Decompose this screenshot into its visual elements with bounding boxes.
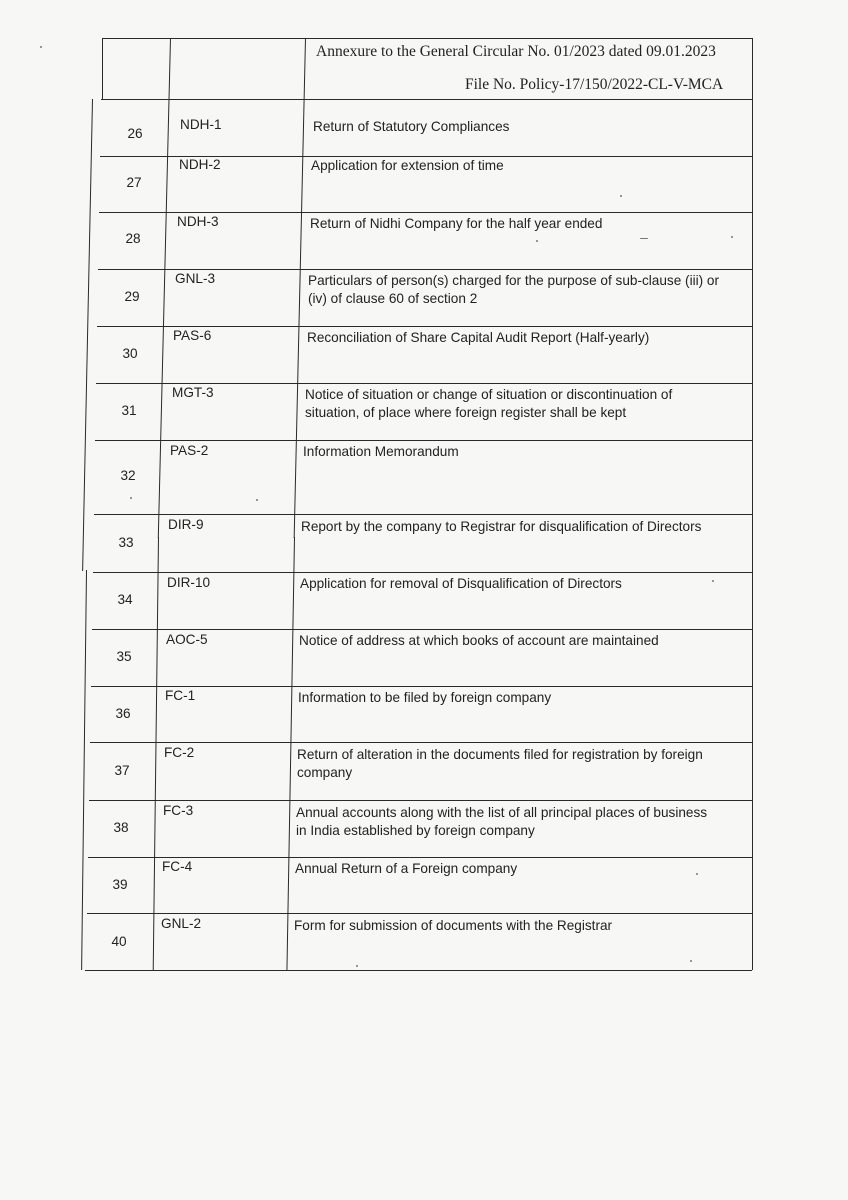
form-description: Reconciliation of Share Capital Audit Report (Half-yearly) bbox=[307, 330, 650, 345]
form-code: AOC-5 bbox=[166, 632, 208, 647]
table-rule bbox=[89, 800, 752, 801]
scan-speck bbox=[640, 238, 648, 239]
serial-number: 26 bbox=[127, 126, 143, 141]
scan-speck bbox=[40, 46, 42, 48]
form-description: Information Memorandum bbox=[303, 444, 459, 459]
scan-speck bbox=[356, 965, 358, 967]
form-code: NDH-2 bbox=[179, 157, 221, 172]
description-line: Annual accounts along with the list of all principal places of business bbox=[296, 805, 708, 820]
table-rule bbox=[96, 383, 752, 384]
table-rule bbox=[92, 629, 752, 630]
form-code: FC-1 bbox=[165, 688, 196, 703]
table-rule bbox=[90, 742, 752, 743]
table-rule bbox=[81, 570, 87, 970]
form-code: PAS-2 bbox=[170, 443, 209, 458]
form-description bbox=[308, 272, 719, 308]
form-description: Information to be filed by foreign company bbox=[298, 690, 552, 705]
table-rule bbox=[85, 970, 752, 971]
description-line: company bbox=[297, 765, 353, 780]
table-rule bbox=[294, 38, 306, 538]
scan-speck bbox=[696, 873, 698, 875]
table-rule bbox=[93, 572, 752, 573]
table-rule bbox=[99, 212, 752, 213]
serial-number: 30 bbox=[122, 346, 138, 361]
form-code: PAS-6 bbox=[173, 328, 212, 343]
table-rule bbox=[94, 514, 752, 515]
serial-number: 39 bbox=[112, 877, 128, 892]
form-description bbox=[297, 746, 703, 782]
table-rule bbox=[752, 38, 753, 970]
scan-speck bbox=[256, 499, 258, 501]
form-description: Application for extension of time bbox=[311, 158, 504, 173]
table-rule bbox=[158, 38, 171, 538]
serial-number: 34 bbox=[117, 592, 133, 607]
form-description: Annual Return of a Foreign company bbox=[295, 861, 518, 876]
form-code: MGT-3 bbox=[172, 385, 214, 400]
table-rule bbox=[95, 440, 752, 441]
form-code: FC-4 bbox=[162, 859, 193, 874]
form-description: Notice of address at which books of account are maintained bbox=[299, 633, 659, 648]
table-rule bbox=[97, 326, 752, 327]
form-description: Return of Nidhi Company for the half year ended bbox=[310, 216, 603, 231]
form-code: NDH-3 bbox=[177, 214, 219, 229]
serial-number: 33 bbox=[118, 535, 134, 550]
form-code: FC-3 bbox=[163, 803, 194, 818]
form-description: Report by the company to Registrar for disqualification of Directors bbox=[301, 519, 702, 534]
scan-speck bbox=[731, 236, 733, 238]
form-code: NDH-1 bbox=[180, 117, 222, 132]
description-line: Notice of situation or change of situation or discontinuation of bbox=[305, 387, 673, 402]
scan-speck bbox=[130, 497, 132, 499]
serial-number: 36 bbox=[115, 706, 131, 721]
description-line: Return of alteration in the documents filed for registration by foreign bbox=[297, 747, 703, 762]
serial-number: 32 bbox=[120, 468, 136, 483]
form-code: DIR-9 bbox=[168, 517, 204, 532]
form-description: Form for submission of documents with the Registrar bbox=[294, 918, 613, 933]
file-number: File No. Policy-17/150/2022-CL-V-MCA bbox=[465, 76, 724, 93]
description-line: situation, of place where foreign register shall be kept bbox=[305, 405, 627, 420]
form-code: GNL-3 bbox=[175, 271, 216, 286]
scan-speck bbox=[620, 195, 622, 197]
description-line: (iv) of clause 60 of section 2 bbox=[308, 291, 478, 306]
serial-number: 31 bbox=[121, 403, 137, 418]
table-rule bbox=[82, 99, 93, 571]
circular-reference: Annexure to the General Circular No. 01/2023 dated 09.01.2023 bbox=[316, 43, 716, 60]
scan-speck bbox=[536, 240, 538, 242]
form-code: GNL-2 bbox=[161, 916, 202, 931]
description-line: Particulars of person(s) charged for the purpose of sub-clause (iii) or bbox=[308, 273, 720, 288]
serial-number: 40 bbox=[111, 934, 127, 949]
form-code: FC-2 bbox=[164, 745, 195, 760]
table-rule bbox=[101, 99, 752, 100]
serial-number: 37 bbox=[114, 763, 130, 778]
form-description bbox=[305, 386, 672, 422]
table-rule bbox=[87, 913, 752, 914]
serial-number: 27 bbox=[126, 175, 142, 190]
table-rule bbox=[102, 38, 103, 100]
table-rule bbox=[102, 38, 752, 39]
scan-speck bbox=[690, 960, 692, 962]
table-rule bbox=[91, 686, 752, 687]
serial-number: 29 bbox=[124, 289, 140, 304]
serial-number: 35 bbox=[116, 649, 132, 664]
form-description bbox=[296, 804, 707, 840]
table-rule bbox=[286, 537, 295, 970]
serial-number: 38 bbox=[113, 820, 129, 835]
table-rule bbox=[98, 269, 752, 270]
table-rule bbox=[88, 857, 752, 858]
form-code: DIR-10 bbox=[167, 575, 211, 590]
form-description: Return of Statutory Compliances bbox=[313, 119, 510, 134]
serial-number: 28 bbox=[125, 231, 141, 246]
description-line: in India established by foreign company bbox=[296, 823, 535, 838]
scan-speck bbox=[712, 580, 714, 582]
form-description: Application for removal of Disqualification of Directors bbox=[300, 576, 622, 591]
